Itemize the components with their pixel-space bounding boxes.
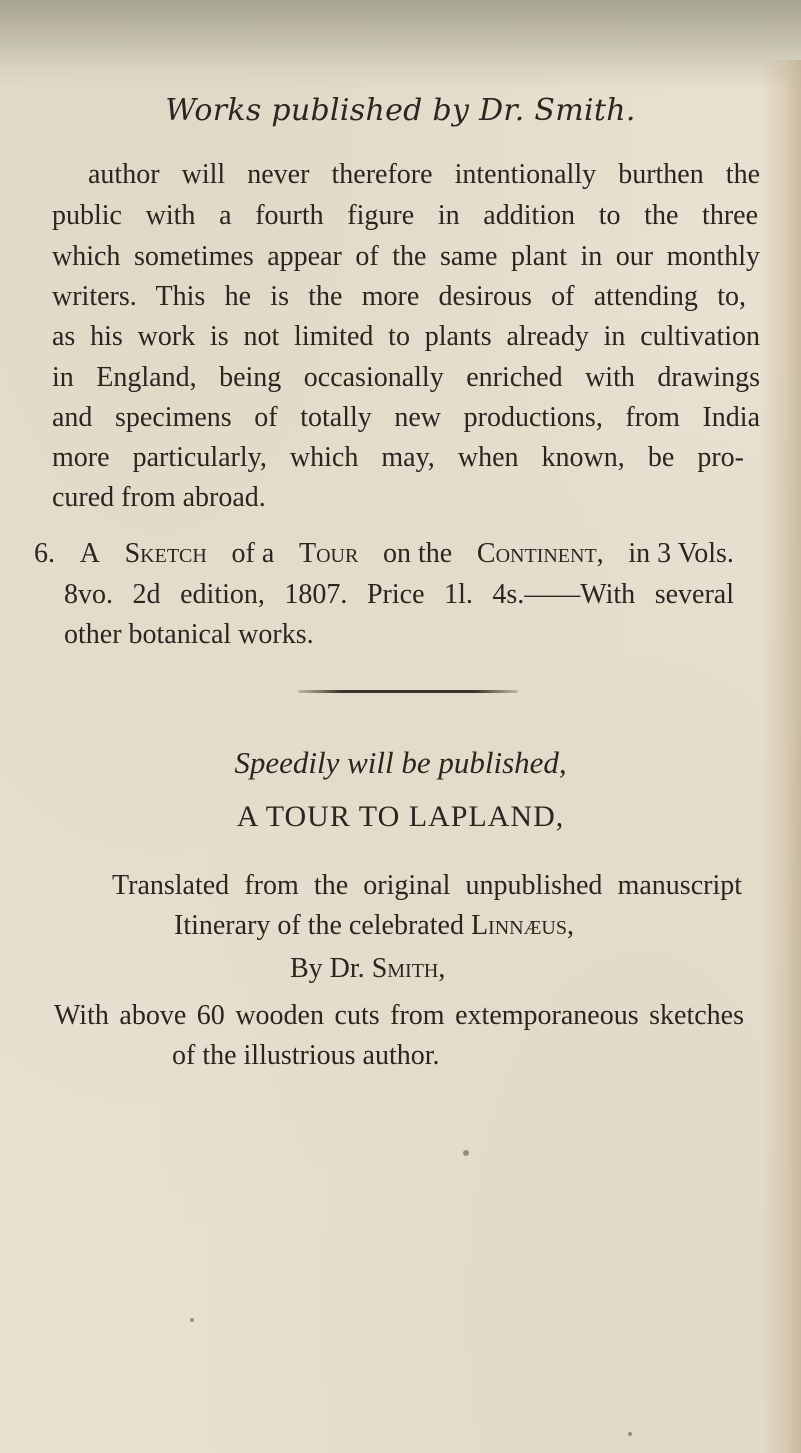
- announcement-name: Smith,: [371, 953, 446, 984]
- announcement-name: Linnæus,: [470, 910, 574, 941]
- paper-speck: [463, 1150, 469, 1156]
- item-number: 6.: [34, 538, 55, 569]
- paragraph-line: more particularly, which may, when known, be pro-: [52, 442, 744, 473]
- announcement-line: [174, 910, 574, 942]
- page-top-edge: [0, 0, 801, 90]
- paragraph-line: cured from abroad.: [52, 482, 266, 513]
- announcement-line: With above 60 wooden cuts from extemporaneous sketches: [54, 1000, 744, 1031]
- item-word: of a: [231, 538, 275, 569]
- section-divider: [298, 690, 518, 693]
- announcement-line: of the illustrious author.: [172, 1040, 440, 1071]
- paragraph-line: public with a fourth figure in addition to the three: [52, 200, 758, 231]
- item-title-word: Tour: [298, 538, 359, 569]
- announcement-title: A TOUR TO LAPLAND,: [236, 800, 565, 833]
- paragraph-line: writers. This he is the more desirous of attending to,: [52, 281, 746, 312]
- item-title-word: Sketch: [124, 538, 207, 569]
- paragraph-line: which sometimes appear of the same plant in our monthly: [52, 241, 760, 272]
- announcement-text: By Dr.: [290, 953, 365, 984]
- paper-speck: [628, 1432, 632, 1436]
- item-6-line-3: other botanical works.: [64, 619, 314, 650]
- item-title-word: Continent,: [476, 538, 604, 569]
- paragraph-line: author will never therefore intentionally burthen the: [88, 159, 760, 190]
- item-word: A: [79, 538, 100, 569]
- item-6-line-1: [34, 540, 734, 568]
- item-word: on the: [383, 538, 453, 569]
- announcement-intro: Speedily will be published,: [234, 745, 567, 780]
- announcement-line: Translated from the original unpublished manuscript: [112, 870, 742, 901]
- item-6-line-2: 8vo. 2d edition, 1807. Price 1l. 4s.——With several: [64, 579, 734, 610]
- paragraph-line: and specimens of totally new productions, from India: [52, 402, 760, 433]
- announcement-text: Itinerary of the celebrated: [174, 910, 464, 941]
- announcement-line: [290, 953, 445, 985]
- paragraph-line: as his work is not limited to plants already in cultivation: [52, 321, 760, 352]
- running-head: Works published by Dr. Smith.: [165, 93, 636, 128]
- paper-speck: [190, 1318, 194, 1322]
- item-word: in 3 Vols.: [628, 538, 734, 569]
- paragraph-line: in England, being occasionally enriched with drawings: [52, 362, 760, 393]
